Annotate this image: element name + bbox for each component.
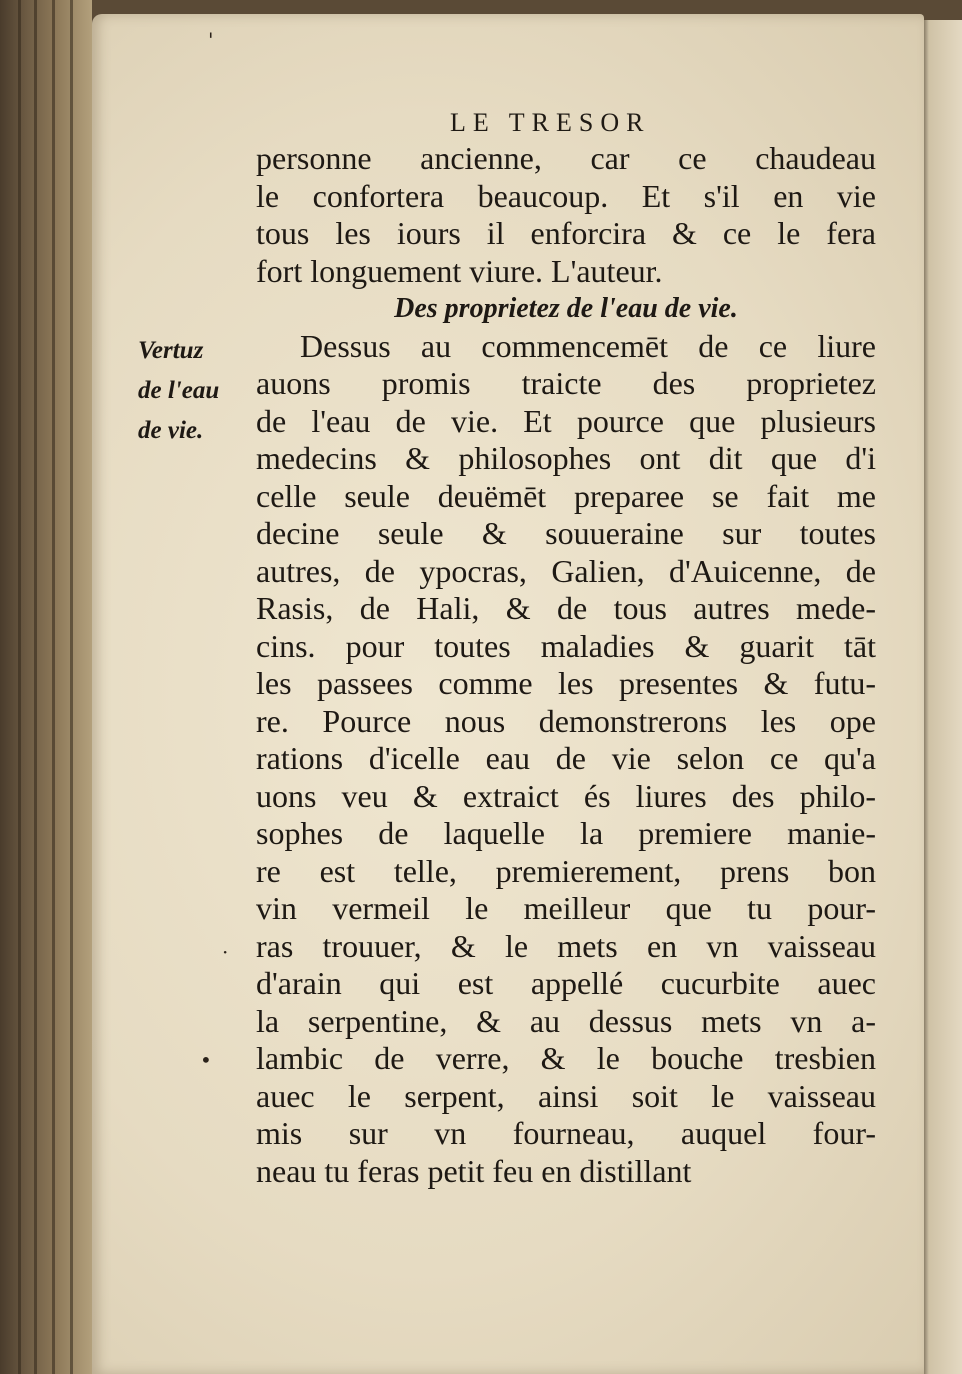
page-edge-line bbox=[70, 0, 73, 1374]
page-edge-line bbox=[52, 0, 55, 1374]
margin-note bbox=[138, 331, 258, 451]
text-line: decine seule & souueraine sur toutes bbox=[256, 515, 876, 551]
text-line: de l'eau de vie. Et pource que plusieurs bbox=[256, 402, 876, 439]
body-text bbox=[256, 140, 876, 1190]
text-line: medecins & philosophes ont dit que d'i bbox=[256, 440, 876, 476]
ink-speck: · bbox=[222, 940, 229, 964]
facing-page-edge bbox=[918, 20, 962, 1374]
text-line: auec le serpent, ainsi soit le vaisseau bbox=[256, 1077, 876, 1114]
text-line: Rasis, de Hali, & de tous autres mede- bbox=[256, 590, 876, 626]
text-line: tous les iours il enforcira & ce le fera bbox=[256, 215, 876, 251]
section-heading: Des proprietez de l'eau de vie. bbox=[394, 293, 738, 324]
book-edge-left bbox=[0, 0, 92, 1374]
text-line: personne ancienne, car ce chaudeau bbox=[256, 140, 876, 176]
running-head: LE TRESOR bbox=[450, 108, 651, 137]
text-line: sophes de laquelle la premiere manie- bbox=[256, 815, 876, 851]
margin-note-line: Vertuz bbox=[138, 337, 204, 364]
text-line: uons veu & extraict és liures des philo- bbox=[256, 777, 876, 814]
text-line: auons promis traicte des proprietez bbox=[256, 365, 876, 401]
margin-note-line: de vie. bbox=[138, 417, 204, 444]
text-line: rations d'icelle eau de vie selon ce qu'a bbox=[256, 740, 876, 776]
text-line: vin vermeil le meilleur que tu pour- bbox=[256, 890, 876, 926]
text-line: lambic de verre, & le bouche tresbien bbox=[256, 1040, 876, 1076]
page-edge-line bbox=[34, 0, 37, 1374]
text-line: d'arain qui est appellé cucurbite auec bbox=[256, 965, 876, 1001]
text-line: re. Pource nous demonstrerons les ope bbox=[256, 702, 876, 739]
text-line: mis sur vn fourneau, auquel four- bbox=[256, 1115, 876, 1151]
text-line: fort longuement viure. L'auteur. bbox=[256, 252, 663, 289]
text-line: les passees comme les presentes & futu- bbox=[256, 665, 876, 701]
ink-speck: ' bbox=[208, 28, 214, 52]
text-line: ras trouuer, & le mets en vn vaisseau bbox=[256, 927, 876, 964]
text-line: Dessus au commencemēt de ce liure bbox=[300, 327, 876, 364]
margin-note-line: de l'eau bbox=[138, 377, 220, 404]
text-line: autres, de ypocras, Galien, d'Auicenne, de bbox=[256, 552, 876, 589]
text-line: neau tu feras petit feu en distillant bbox=[256, 1152, 692, 1189]
text-line: celle seule deuëmēt preparee se fait me bbox=[256, 477, 876, 514]
page-edge-line bbox=[18, 0, 21, 1374]
text-line: le confortera beaucoup. Et s'il en vie bbox=[256, 177, 876, 214]
text-line: re est telle, premierement, prens bon bbox=[256, 852, 876, 889]
text-line: la serpentine, & au dessus mets vn a- bbox=[256, 1002, 876, 1039]
ink-speck: • bbox=[200, 1048, 212, 1072]
text-line: cins. pour toutes maladies & guarit tāt bbox=[256, 627, 876, 664]
